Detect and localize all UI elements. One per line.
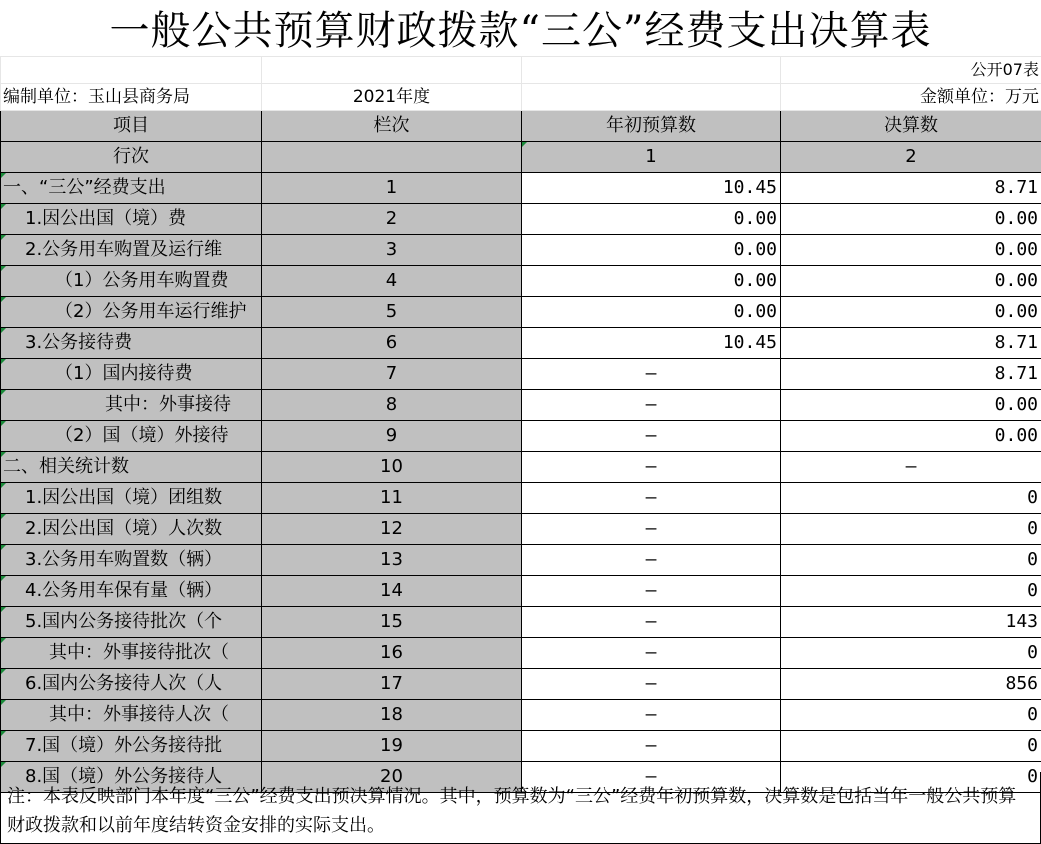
table-row — [1, 235, 1041, 266]
row-final-value[interactable]: 8.71 — [781, 173, 1041, 204]
table-row — [1, 483, 1041, 514]
row-budget-value[interactable]: – — [522, 700, 781, 731]
header-budget[interactable]: 年初预算数 — [522, 111, 781, 142]
row-budget-value[interactable]: 10.45 — [522, 328, 781, 359]
row-budget-value[interactable]: – — [522, 483, 781, 514]
row-budget-value[interactable]: – — [522, 452, 781, 483]
row-number[interactable]: 11 — [262, 483, 522, 514]
row-budget-value[interactable]: 0.00 — [522, 235, 781, 266]
row-number[interactable]: 3 — [262, 235, 522, 266]
table-row — [1, 452, 1041, 483]
row-budget-value[interactable]: 0.00 — [522, 297, 781, 328]
row-item-label[interactable]: （2）国（境）外接待 — [1, 421, 262, 452]
header-final[interactable]: 决算数 — [781, 111, 1041, 142]
row-number[interactable]: 13 — [262, 545, 522, 576]
row-budget-value[interactable]: 10.45 — [522, 173, 781, 204]
row-number[interactable]: 17 — [262, 669, 522, 700]
row-final-value[interactable]: 8.71 — [781, 359, 1041, 390]
row-item-label[interactable]: 3.公务用车购置数（辆） — [1, 545, 262, 576]
row-item-label[interactable]: 1.因公出国（境）费 — [1, 204, 262, 235]
row-budget-value[interactable]: – — [522, 359, 781, 390]
row-number[interactable]: 8 — [262, 390, 522, 421]
row-final-value[interactable]: 0 — [781, 576, 1041, 607]
row-number[interactable]: 15 — [262, 607, 522, 638]
row-item-label[interactable]: 2.公务用车购置及运行维 — [1, 235, 262, 266]
row-budget-value[interactable]: – — [522, 390, 781, 421]
empty-cell[interactable] — [262, 57, 522, 84]
table-row — [1, 545, 1041, 576]
row-final-value[interactable]: 8.71 — [781, 328, 1041, 359]
row-item-label[interactable]: （1）公务用车购置费 — [1, 266, 262, 297]
row-number[interactable]: 4 — [262, 266, 522, 297]
row-final-value[interactable]: 0.00 — [781, 266, 1041, 297]
row-number[interactable]: 9 — [262, 421, 522, 452]
table-row — [1, 266, 1041, 297]
row-final-value[interactable]: 0 — [781, 762, 1041, 793]
row-budget-value[interactable]: – — [522, 545, 781, 576]
budget-col-index[interactable]: 1 — [522, 142, 781, 173]
row-final-value[interactable]: 0 — [781, 545, 1041, 576]
empty-cell[interactable] — [1, 57, 262, 84]
row-item-label[interactable]: 2.因公出国（境）人次数 — [1, 514, 262, 545]
row-final-value[interactable]: 0 — [781, 731, 1041, 762]
row-number[interactable]: 20 — [262, 762, 522, 793]
row-number[interactable]: 2 — [262, 204, 522, 235]
row-number[interactable]: 14 — [262, 576, 522, 607]
row-final-value[interactable]: 0 — [781, 700, 1041, 731]
row-number[interactable]: 1 — [262, 173, 522, 204]
row-budget-value[interactable]: – — [522, 576, 781, 607]
expenditure-table — [0, 56, 1041, 793]
row-item-label[interactable]: 8.国（境）外公务接待人 — [1, 762, 262, 793]
row-final-value[interactable]: 0.00 — [781, 204, 1041, 235]
fiscal-year[interactable]: 2021年度 — [262, 84, 522, 111]
table-row — [1, 638, 1041, 669]
row-item-label[interactable]: 其中：外事接待 — [1, 390, 262, 421]
row-budget-value[interactable]: – — [522, 762, 781, 793]
table-row — [1, 359, 1041, 390]
index-row — [1, 142, 1041, 173]
compiling-unit[interactable]: 编制单位：玉山县商务局 — [1, 84, 262, 111]
row-final-value[interactable]: 0.00 — [781, 235, 1041, 266]
empty-cell[interactable] — [522, 84, 781, 111]
table-row — [1, 700, 1041, 731]
table-row — [1, 173, 1041, 204]
row-number[interactable]: 19 — [262, 731, 522, 762]
row-number[interactable]: 6 — [262, 328, 522, 359]
table-row — [1, 607, 1041, 638]
row-item-label[interactable]: 5.国内公务接待批次（个 — [1, 607, 262, 638]
table-row — [1, 514, 1041, 545]
page-title: 一般公共预算财政拨款“三公”经费支出决算表 — [109, 8, 932, 54]
row-final-value[interactable]: – — [781, 452, 1041, 483]
row-budget-value[interactable]: 0.00 — [522, 204, 781, 235]
row-final-value[interactable]: 0.00 — [781, 390, 1041, 421]
row-number[interactable]: 16 — [262, 638, 522, 669]
table-row — [1, 731, 1041, 762]
empty-cell[interactable] — [522, 57, 781, 84]
table-row — [1, 576, 1041, 607]
table-code-row — [1, 57, 1041, 84]
row-item-label[interactable]: 1.因公出国（境）团组数 — [1, 483, 262, 514]
row-item-label[interactable]: 一、“三公”经费支出 — [1, 173, 262, 204]
row-no-label[interactable]: 行次 — [1, 142, 262, 173]
row-budget-value[interactable]: – — [522, 731, 781, 762]
table-row — [1, 328, 1041, 359]
header-item[interactable]: 项目 — [1, 111, 262, 142]
row-item-label[interactable]: 其中：外事接待人次（ — [1, 700, 262, 731]
row-number[interactable]: 12 — [262, 514, 522, 545]
row-number[interactable]: 5 — [262, 297, 522, 328]
row-item-label[interactable]: 7.国（境）外公务接待批 — [1, 731, 262, 762]
row-final-value[interactable]: 0 — [781, 514, 1041, 545]
table-row — [1, 421, 1041, 452]
row-budget-value[interactable]: 0.00 — [522, 266, 781, 297]
row-number[interactable]: 7 — [262, 359, 522, 390]
row-final-value[interactable]: 0 — [781, 638, 1041, 669]
table-row — [1, 297, 1041, 328]
row-item-label[interactable]: 4.公务用车保有量（辆） — [1, 576, 262, 607]
meta-row — [1, 84, 1041, 111]
row-budget-value[interactable]: – — [522, 421, 781, 452]
row-budget-value[interactable]: – — [522, 607, 781, 638]
footnote: 注：本表反映部门本年度“三公”经费支出预决算情况。其中，预算数为“三公”经费年初预算数，决算数是包括当年一般公共预算财政拨款和以前年度结转资金安排的实际支出。 — [0, 772, 1041, 844]
amount-unit[interactable]: 金额单位：万元 — [781, 84, 1041, 111]
table-row — [1, 204, 1041, 235]
row-final-value[interactable]: 856 — [781, 669, 1041, 700]
table-row — [1, 669, 1041, 700]
header-column-no[interactable]: 栏次 — [262, 111, 522, 142]
empty-cell[interactable] — [262, 142, 522, 173]
row-final-value[interactable]: 0.00 — [781, 297, 1041, 328]
header-row — [1, 111, 1041, 142]
table-code[interactable]: 公开07表 — [781, 57, 1041, 84]
row-final-value[interactable]: 0 — [781, 483, 1041, 514]
row-budget-value[interactable]: – — [522, 669, 781, 700]
row-item-label[interactable]: 6.国内公务接待人次（人 — [1, 669, 262, 700]
row-item-label[interactable]: （1）国内接待费 — [1, 359, 262, 390]
final-col-index[interactable]: 2 — [781, 142, 1041, 173]
row-final-value[interactable]: 143 — [781, 607, 1041, 638]
row-budget-value[interactable]: – — [522, 514, 781, 545]
row-number[interactable]: 18 — [262, 700, 522, 731]
row-number[interactable]: 10 — [262, 452, 522, 483]
row-item-label[interactable]: 二、相关统计数 — [1, 452, 262, 483]
row-final-value[interactable]: 0.00 — [781, 421, 1041, 452]
table-row — [1, 390, 1041, 421]
row-item-label[interactable]: 3.公务接待费 — [1, 328, 262, 359]
row-budget-value[interactable]: – — [522, 638, 781, 669]
row-item-label[interactable]: （2）公务用车运行维护 — [1, 297, 262, 328]
row-item-label[interactable]: 其中：外事接待批次（ — [1, 638, 262, 669]
